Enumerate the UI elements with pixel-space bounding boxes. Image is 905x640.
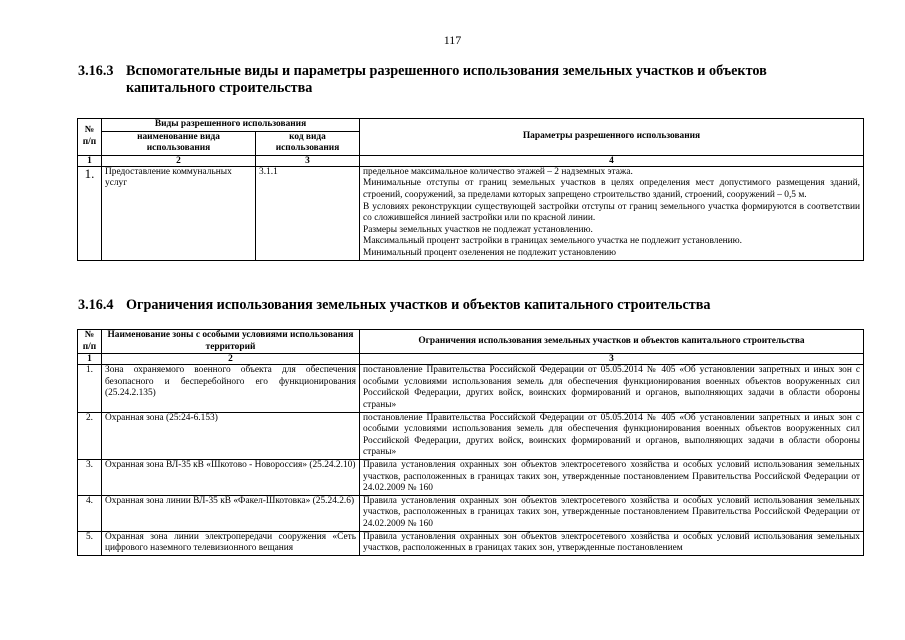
use-type-name: Предоставление коммунальных услуг xyxy=(102,166,256,260)
col-number: 3 xyxy=(360,354,864,365)
table-row xyxy=(78,365,864,412)
zone-name: Охранная зона линии электропередачи сооружения «Сеть цифрового наземного телевизионного вещания xyxy=(102,531,360,555)
row-number: 1. xyxy=(78,166,102,260)
param-line: Максимальный процент застройки в границах земельного участка не подлежит установлению. xyxy=(363,236,742,247)
col-number: 2 xyxy=(102,354,360,365)
header-num: № п/п xyxy=(78,330,102,354)
param-line: предельное максимальное количество этажей – 2 надземных этажа. xyxy=(363,166,633,177)
row-number: 5. xyxy=(78,531,102,555)
header-num: № п/п xyxy=(78,119,102,156)
section-title-text: Ограничения использования земельных участков и объектов капитального строительства xyxy=(126,297,711,313)
col-number: 1 xyxy=(78,354,102,365)
page-number: 117 xyxy=(443,33,462,47)
section-number: 3.16.4 xyxy=(78,297,114,313)
use-type-code: 3.1.1 xyxy=(256,166,360,260)
header-zone: Наименование зоны с особыми условиями использования территорий xyxy=(102,330,360,354)
table-row xyxy=(78,531,864,555)
section-title-continuation: капитального строительства xyxy=(126,80,313,96)
table-row xyxy=(78,495,864,531)
row-number: 1. xyxy=(78,365,102,412)
header-types-group: Виды разрешенного использования xyxy=(102,119,360,132)
param-line: Минимальный процент озеленения не подлежит установлению xyxy=(363,247,617,258)
zone-restriction: постановление Правительства Российской Федерации от 05.05.2014 № 405 «Об установлении запретных и иных зон с особыми условиями использования земель для обеспечения функционирования военных объектов вооруженных сил Российской Федерации, других войск, воинских формирований и органов, выполняющих задачи в области обороны страны» xyxy=(360,365,864,412)
section-title-text: Вспомогательные виды и параметры разрешенного использования земельных участков и объектов xyxy=(126,63,767,79)
table-row xyxy=(78,166,864,260)
zone-name: Охранная зона (25:24-6.153) xyxy=(102,412,360,459)
restrictions-table xyxy=(77,329,864,556)
param-line: Минимальные отступы от границ земельных участков в целях определения мест допустимого размещения зданий, строений, сооружений, за пределами которых запрещено строительство зданий, строений, сооружений – 0,5 м. xyxy=(363,178,861,200)
section-title-3-16-4 xyxy=(78,297,858,314)
permitted-use-table xyxy=(77,118,864,261)
col-number: 1 xyxy=(78,155,102,166)
param-line: В условиях реконструкции существующей застройки отступы от границ земельного участка формируются в соответствии со сложившейся линией застройки или по красной линии. xyxy=(363,201,861,224)
row-number: 2. xyxy=(78,412,102,459)
row-number: 3. xyxy=(78,459,102,495)
zone-restriction: Правила установления охранных зон объектов электросетевого хозяйства и особых условий использования земельных участков, расположенных в границах таких зон, утвержденные постановлением Правительства Российской Федерации от 24.02.2009 № 160 xyxy=(360,459,864,495)
header-code: код вида использования xyxy=(256,131,360,155)
zone-name: Охранная зона линии ВЛ-35 кВ «Факел-Шкотовка» (25.24.2.6) xyxy=(102,495,360,531)
table-row xyxy=(78,459,864,495)
col-number: 3 xyxy=(256,155,360,166)
header-restrictions: Ограничения использования земельных участков и объектов капитального строительства xyxy=(360,330,864,354)
zone-restriction: постановление Правительства Российской Федерации от 05.05.2014 № 405 «Об установлении запретных и иных зон с особыми условиями использования земель для обеспечения функционирования военных объектов вооруженных сил Российской Федерации, других войск, воинских формирований и органов, выполняющих задачи в области обороны страны» xyxy=(360,412,864,459)
zone-restriction: Правила установления охранных зон объектов электросетевого хозяйства и особых условий использования земельных участков, расположенных в границах таких зон, утвержденные постановлением xyxy=(360,531,864,555)
table-row xyxy=(78,412,864,459)
row-number: 4. xyxy=(78,495,102,531)
header-name: наименование вида использования xyxy=(102,131,256,155)
param-line: Размеры земельных участков не подлежат установлению. xyxy=(363,224,593,235)
col-number: 4 xyxy=(360,155,864,166)
header-params: Параметры разрешенного использования xyxy=(360,119,864,156)
section-number: 3.16.3 xyxy=(78,63,114,79)
col-number: 2 xyxy=(102,155,256,166)
zone-restriction: Правила установления охранных зон объектов электросетевого хозяйства и особых условий использования земельных участков, расположенных в границах таких зон, утвержденные постановлением Правительства Российской Федерации от 24.02.2009 № 160 xyxy=(360,495,864,531)
use-params xyxy=(360,166,864,260)
section-title-3-16-3 xyxy=(78,63,858,97)
zone-name: Зона охраняемого военного объекта для обеспечения безопасного и бесперебойного его функционирования (25.24.2.135) xyxy=(102,365,360,412)
zone-name: Охранная зона ВЛ-35 кВ «Шкотово - Новороссия» (25.24.2.10) xyxy=(102,459,360,495)
